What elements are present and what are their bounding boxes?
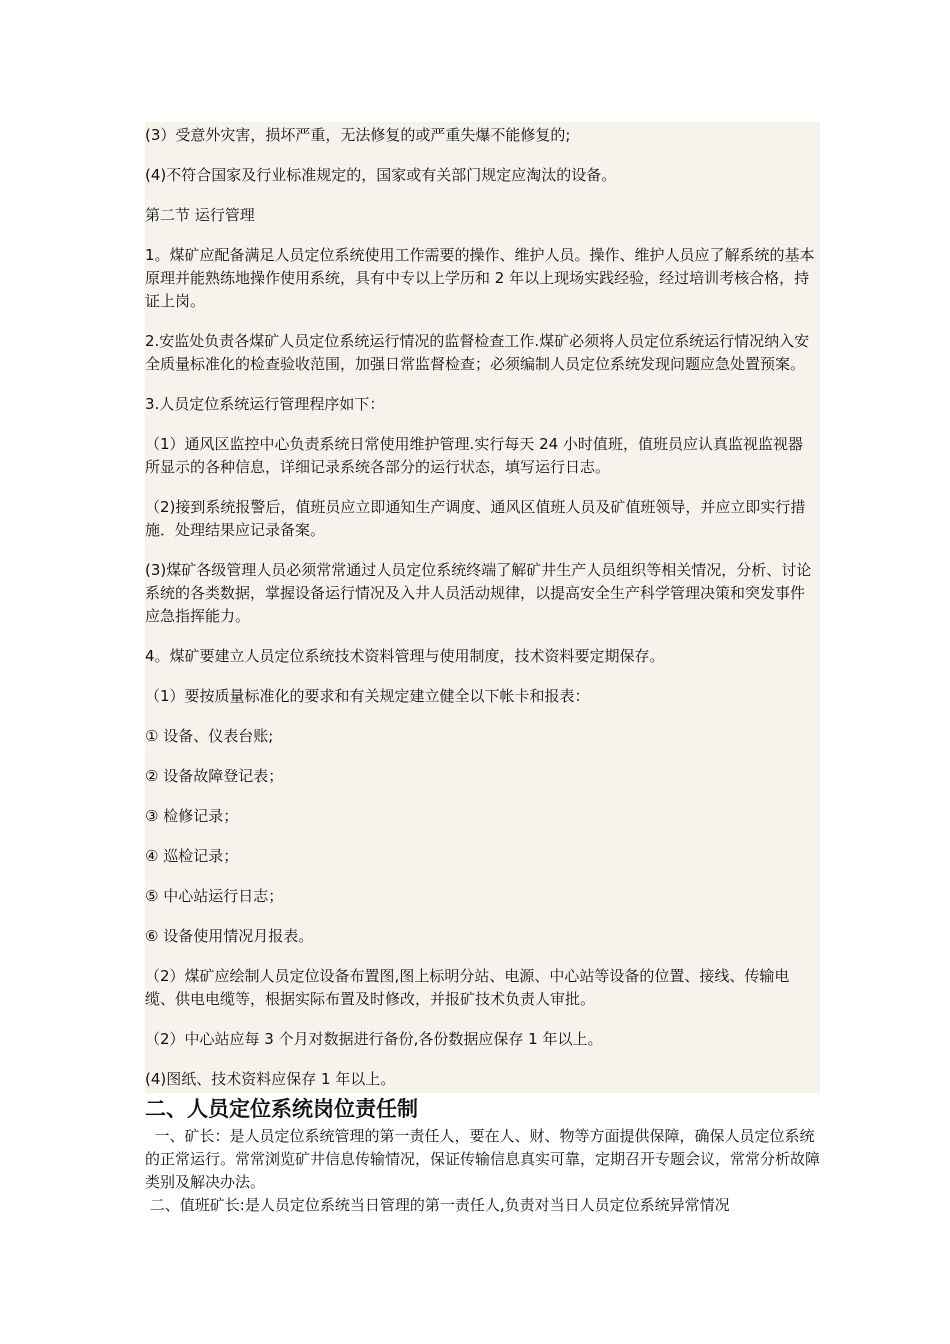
paragraph: 2.安监处负责各煤矿人员定位系统运行情况的监督检查工作.煤矿必须将人员定位系统运行情况纳入安全质量标准化的检查验收范围，加强日常监督检查；必须编制人员定位系统发现问题应急处置预案。 — [145, 332, 810, 373]
paragraph: （1）要按质量标准化的要求和有关规定建立健全以下帐卡和报表： — [145, 687, 590, 705]
section-subtitle: 第二节 运行管理 — [145, 206, 255, 224]
list-item: ⑥ 设备使用情况月报表。 — [145, 927, 314, 945]
shaded-section — [145, 122, 820, 1093]
paragraph: (3)煤矿各级管理人员必须常常通过人员定位系统终端了解矿井生产人员组织等相关情况，分析、讨论系统的各类数据，掌握设备运行情况及入井人员活动规律，以提高安全生产科学管理决策和突发事件应急指挥能力。 — [145, 561, 812, 625]
paragraph: （2）中心站应每 3 个月对数据进行备份,各份数据应保存 1 年以上。 — [145, 1030, 603, 1048]
list-item: ④ 巡检记录； — [145, 847, 239, 865]
paragraph: (4)不符合国家及行业标准规定的，国家或有关部门规定应淘汰的设备。 — [145, 166, 617, 184]
paragraph: 二、值班矿长:是人员定位系统当日管理的第一责任人,负责对当日人员定位系统异常情况 — [145, 1194, 820, 1217]
paragraph: （2)接到系统报警后，值班员应立即通知生产调度、通风区值班人员及矿值班领导，并应立即实行措施．处理结果应记录备案。 — [145, 498, 806, 539]
paragraph: 4。煤矿要建立人员定位系统技术资料管理与使用制度，技术资料要定期保存。 — [145, 647, 665, 665]
paragraph: 3.人员定位系统运行管理程序如下： — [145, 395, 385, 413]
section-heading: 二、人员定位系统岗位责任制 — [145, 1095, 820, 1123]
paragraph: (3）受意外灾害，损坏严重，无法修复的或严重失爆不能修复的; — [145, 126, 571, 144]
paragraph: 1。煤矿应配备满足人员定位系统使用工作需要的操作、维护人员。操作、维护人员应了解系统的基本原理并能熟练地操作使用系统，具有中专以上学历和 2 年以上现场实践经验，经过培训考核合格，持证上岗。 — [145, 246, 815, 310]
paragraph: 一、矿长：是人员定位系统管理的第一责任人，要在人、财、物等方面提供保障，确保人员定位系统的正常运行。常常浏览矿井信息传输情况，保证传输信息真实可靠，定期召开专题会议，常常分析故障类别及解决办法。 — [145, 1125, 820, 1194]
paragraph: （1）通风区监控中心负责系统日常使用维护管理.实行每天 24 小时值班，值班员应认真监视监视器所显示的各种信息，详细记录系统各部分的运行状态，填写运行日志。 — [145, 435, 803, 476]
paragraph: （2）煤矿应绘制人员定位设备布置图,图上标明分站、电源、中心站等设备的位置、接线、传输电缆、供电电缆等，根据实际布置及时修改，并报矿技术负责人审批。 — [145, 967, 790, 1008]
list-item: ⑤ 中心站运行日志； — [145, 887, 284, 905]
list-item: ③ 检修记录； — [145, 807, 239, 825]
list-item: ② 设备故障登记表； — [145, 767, 284, 785]
paragraph: (4)图纸、技术资料应保存 1 年以上。 — [145, 1070, 396, 1088]
list-item: ① 设备、仪表台账; — [145, 727, 274, 745]
document-body — [145, 122, 820, 1217]
